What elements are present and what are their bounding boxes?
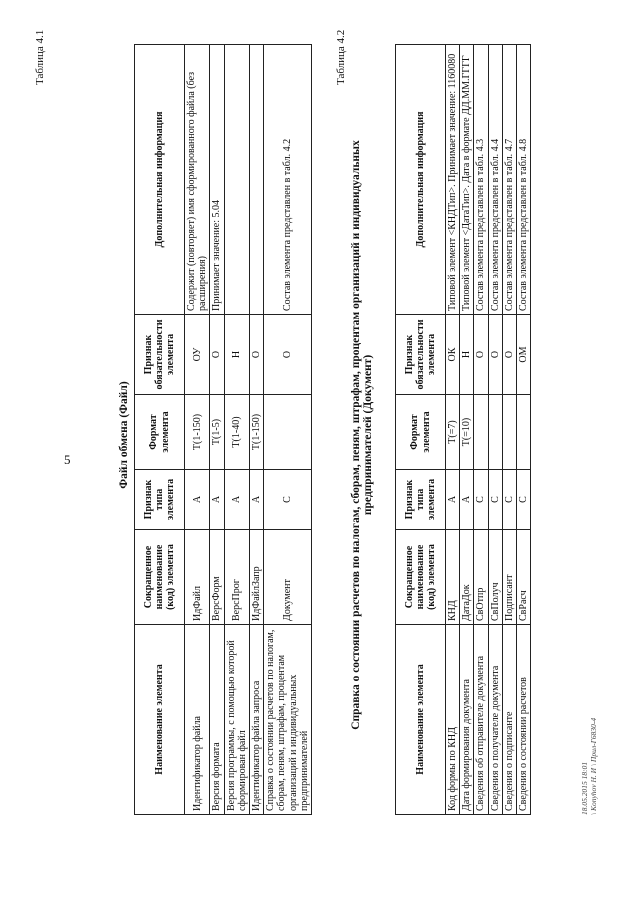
table1-header-row [135, 45, 185, 815]
table2-caption: Таблица 4.2 [335, 29, 347, 85]
table1-header-cell: Формат элемента [135, 395, 185, 470]
cell-type: А [460, 470, 474, 530]
cell-type: А [210, 470, 224, 530]
table1-caption: Таблица 4.1 [34, 29, 46, 85]
cell-name: Версия формата [210, 625, 224, 815]
cell-type: А [224, 470, 249, 530]
cell-required: О [249, 315, 263, 395]
cell-type: С [516, 470, 530, 530]
cell-code: Подписант [502, 530, 516, 625]
table1-header-cell: Сокращенное наименование (код) элемента [135, 530, 185, 625]
cell-name: Сведения о состоянии расчетов [516, 625, 530, 815]
cell-code: ВерсПрог [224, 530, 249, 625]
cell-name: Сведения о подписанте [502, 625, 516, 815]
footer-timestamp: 18.05.2015 18:01 [580, 761, 589, 815]
cell-type: С [264, 470, 312, 530]
table1-header-cell: Признак типа элемента [135, 470, 185, 530]
cell-required: Н [224, 315, 249, 395]
table-row [474, 45, 488, 815]
table-row [210, 45, 224, 815]
table-row [502, 45, 516, 815]
table-row [264, 45, 312, 815]
table1-header-cell: Дополнительная информация [135, 45, 185, 315]
cell-required: О [502, 315, 516, 395]
cell-name: Справка о состоянии расчетов по налогам, сборам, пеням, штрафам, процентам организаций и индивидуальных предпринимателей [264, 625, 312, 815]
cell-code: СвПолуч [488, 530, 502, 625]
cell-code: ИдФайлЗапр [249, 530, 263, 625]
table2-header-cell: Сокращенное наименование (код) элемента [396, 530, 446, 625]
table-row [249, 45, 263, 815]
cell-format [474, 395, 488, 470]
cell-info: Состав элемента представлен в табл. 4.2 [264, 45, 312, 315]
cell-info: Состав элемента представлен в табл. 4.4 [488, 45, 502, 315]
table-row [488, 45, 502, 815]
table2-header-cell: Признак обязательности элемента [396, 315, 446, 395]
cell-name: Идентификатор файла запроса [249, 625, 263, 815]
cell-code: СвОтпр [474, 530, 488, 625]
table1-header-cell: Признак обязательности элемента [135, 315, 185, 395]
cell-required: О [264, 315, 312, 395]
table2 [395, 44, 531, 815]
cell-format [502, 395, 516, 470]
cell-type: А [249, 470, 263, 530]
footer-author: \ Konyhov H. И \ Прил-Г6830-4 [589, 717, 599, 815]
page-number: 5 [64, 452, 71, 467]
cell-required: ОУ [185, 315, 210, 395]
cell-required: О [474, 315, 488, 395]
cell-info: Принимает значение: 5.04 [210, 45, 224, 315]
cell-info: Состав элемента представлен в табл. 4.8 [516, 45, 530, 315]
cell-format: Т(1-40) [224, 395, 249, 470]
cell-type: А [446, 470, 460, 530]
table2-header-cell: Признак типа элемента [396, 470, 446, 530]
cell-name: Сведения о получателе документа [488, 625, 502, 815]
cell-required: О [210, 315, 224, 395]
cell-info: Содержит (повторяет) имя сформированного файла (без расширения) [185, 45, 210, 315]
table-row [446, 45, 460, 815]
cell-code: СвРасч [516, 530, 530, 625]
cell-format: Т(=7) [446, 395, 460, 470]
table-row [224, 45, 249, 815]
cell-required: ОК [446, 315, 460, 395]
cell-format [264, 395, 312, 470]
cell-required: ОМ [516, 315, 530, 395]
cell-info: Типовой элемент <ДатаТип>. Дата в формате ДД.ММ.ГГГГ [460, 45, 474, 315]
cell-info: Состав элемента представлен в табл. 4.3 [474, 45, 488, 315]
cell-name: Идентификатор файла [185, 625, 210, 815]
table1 [134, 44, 312, 815]
cell-name: Сведения об отправителе документа [474, 625, 488, 815]
cell-info: Состав элемента представлен в табл. 4.7 [502, 45, 516, 315]
table2-header-row [396, 45, 446, 815]
cell-format [488, 395, 502, 470]
cell-name: Код формы по КНД [446, 625, 460, 815]
cell-type: С [502, 470, 516, 530]
table-row [185, 45, 210, 815]
cell-format [516, 395, 530, 470]
cell-info: Типовой элемент <КНДТип>. Принимает значение: 1160080 [446, 45, 460, 315]
cell-code: ДатаДок [460, 530, 474, 625]
cell-code: ВерсФорм [210, 530, 224, 625]
cell-format: Т(1-150) [185, 395, 210, 470]
cell-format: Т(1-150) [249, 395, 263, 470]
cell-required: О [488, 315, 502, 395]
cell-required: Н [460, 315, 474, 395]
table2-header-cell: Формат элемента [396, 395, 446, 470]
cell-format: Т(1-5) [210, 395, 224, 470]
table2-title: Справка о состоянии расчетов по налогам, сборам, пеням, штрафам, процентам организаций и индивидуальных предпринимателей (Документ) [350, 140, 374, 730]
cell-name: Версия программы, с помощью которой сформирован файл [224, 625, 249, 815]
table-row [516, 45, 530, 815]
table1-title: Файл обмена (Файл) [118, 381, 130, 489]
table2-header-cell: Наименование элемента [396, 625, 446, 815]
footer-stamp [580, 718, 599, 815]
table1-header-cell: Наименование элемента [135, 625, 185, 815]
cell-info [224, 45, 249, 315]
cell-type: С [474, 470, 488, 530]
cell-type: А [185, 470, 210, 530]
cell-info [249, 45, 263, 315]
cell-format: Т(=10) [460, 395, 474, 470]
table2-header-cell: Дополнительная информация [396, 45, 446, 315]
cell-code: ИдФайл [185, 530, 210, 625]
cell-code: Документ [264, 530, 312, 625]
cell-name: Дата формирования документа [460, 625, 474, 815]
table-row [460, 45, 474, 815]
cell-code: КНД [446, 530, 460, 625]
cell-type: С [488, 470, 502, 530]
